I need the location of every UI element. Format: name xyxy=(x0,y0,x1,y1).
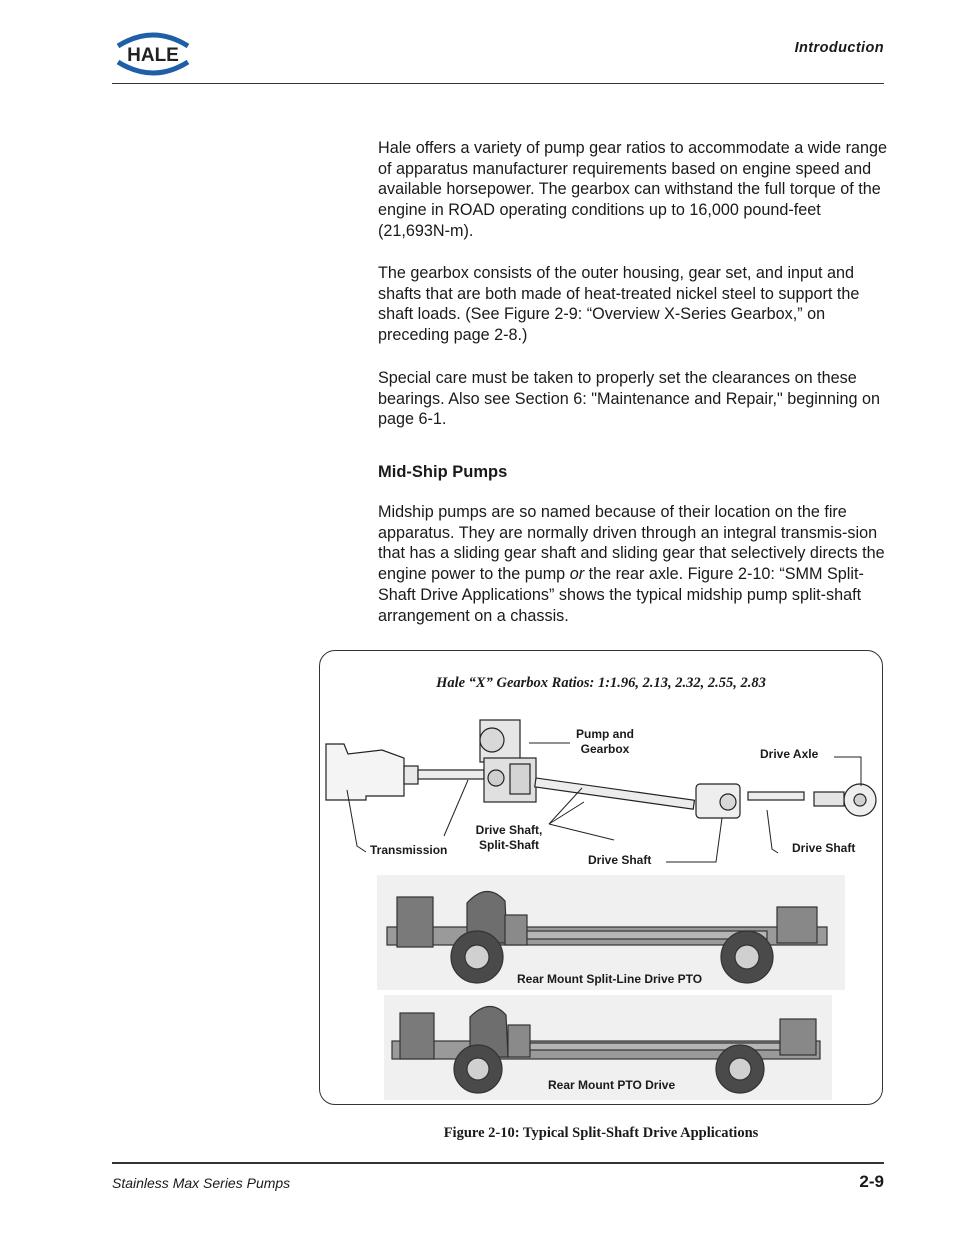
paragraph-midship: Midship pumps are so named because of their location on the fire apparatus. They are normally driven through an integral transmis-sion that has a sliding gear shaft and sliding gear that selectively directs the engine power to the pump or the rear axle. Figure 2-10: “SMM Split-Shaft Drive Applications” shows the typical midship pump split-shaft arrangement on a chassis. xyxy=(378,503,885,625)
paragraph-gear-ratios: Hale offers a variety of pump gear ratios to accommodate a wide range of apparatus manufacturer requirements based on engine speed and available horsepower. The gearbox can withstand the full torque of the engine in ROAD operating conditions up to 16,000 pound-feet (21,693N-m). xyxy=(378,139,887,240)
caption-split-line-pto: Rear Mount Split-Line Drive PTO xyxy=(517,972,703,986)
footer-title: Stainless Max Series Pumps xyxy=(112,1175,291,1191)
paragraph-gearbox-construction: The gearbox consists of the outer housing, gear set, and input and shafts that are both made of heat-treated nickel steel to support the shaft loads. (See Figure 2-9: “Overview X-Series Gearbox,” on preceding page 2-8.) xyxy=(378,264,860,345)
paragraph-clearances: Special care must be taken to properly set the clearances on these bearings. Also see Section 6: "Maintenance and Repair," beginning on page 6-1. xyxy=(378,369,880,429)
section-heading: Mid-Ship Pumps xyxy=(378,463,508,481)
section-title: Introduction xyxy=(794,40,884,56)
caption-pto-drive: Rear Mount PTO Drive xyxy=(548,1078,676,1092)
split-shaft xyxy=(418,770,484,779)
gearbox-ratios: Hale “X” Gearbox Ratios: 1:1.96, 2.13, 2.32, 2.55, 2.83 xyxy=(436,675,766,691)
transmission-shape xyxy=(326,744,404,800)
label-drive-axle: Drive Axle xyxy=(760,747,819,761)
logo-text: HALE xyxy=(127,45,179,66)
hale-logo xyxy=(112,28,194,80)
label-pump-gearbox: Pump and Gearbox xyxy=(575,727,634,756)
figure-caption: Figure 2-10: Typical Split-Shaft Drive Applications xyxy=(443,1125,759,1141)
label-split-shaft: Drive Shaft, Split-Shaft xyxy=(475,823,543,852)
label-drive-shaft-right: Drive Shaft xyxy=(792,841,856,855)
label-transmission: Transmission xyxy=(370,843,448,857)
page-number: 2-9 xyxy=(859,1172,884,1191)
drive-shaft xyxy=(535,778,695,809)
header-rule xyxy=(112,83,884,84)
transmission-output xyxy=(404,766,418,784)
pump-gearbox-shape xyxy=(480,720,536,802)
footer-rule xyxy=(112,1162,884,1164)
axle-hub-1 xyxy=(720,794,736,810)
label-drive-shaft-center: Drive Shaft xyxy=(588,853,652,867)
